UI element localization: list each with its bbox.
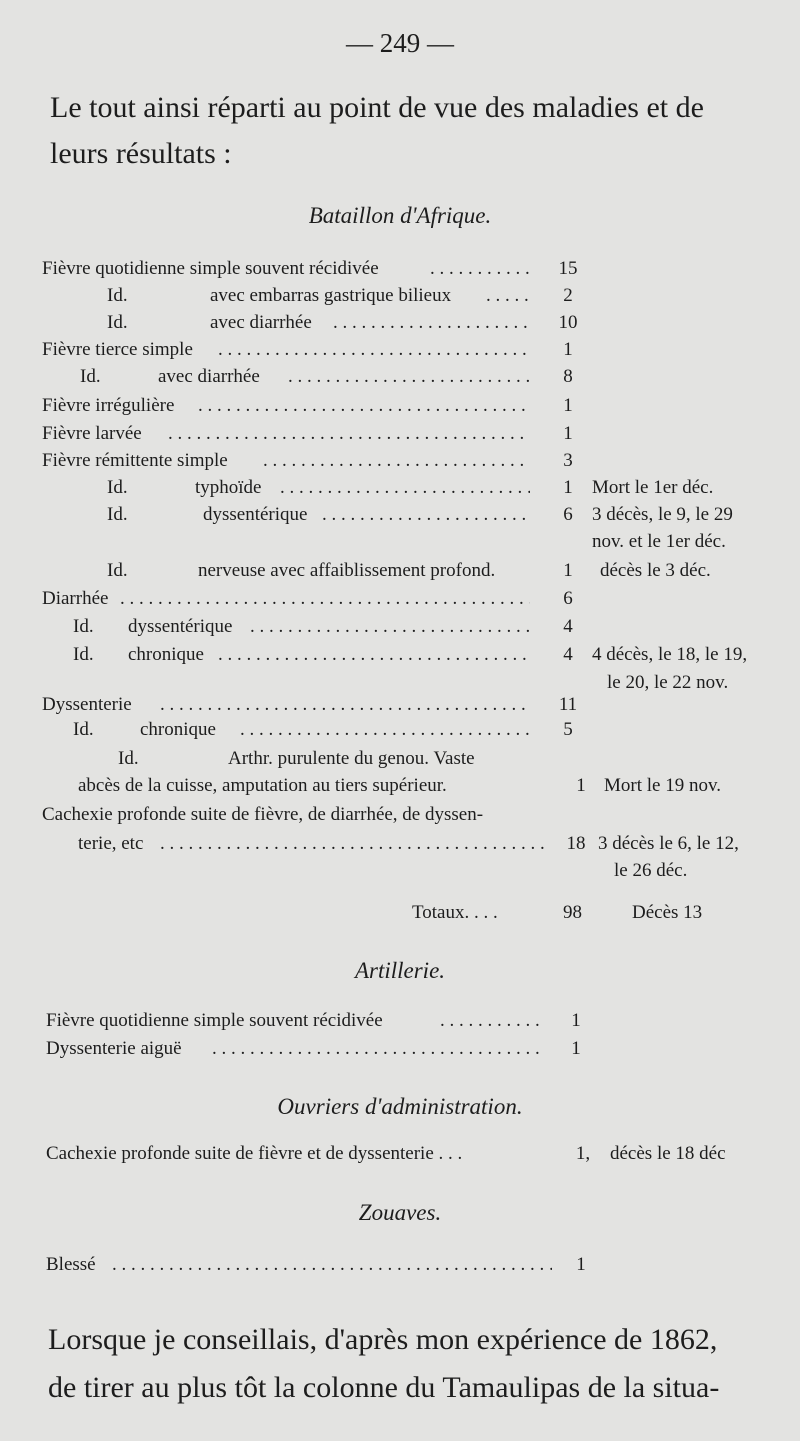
row-count: 1 bbox=[571, 1038, 581, 1059]
row-result: décès le 18 déc bbox=[610, 1143, 726, 1164]
row-label: chronique bbox=[128, 644, 204, 665]
table-row bbox=[0, 746, 800, 772]
section-heading-artillerie: Artillerie. bbox=[354, 958, 446, 983]
row-label: Fièvre tierce simple bbox=[42, 339, 193, 360]
table-row bbox=[0, 558, 800, 584]
row-id: Id. bbox=[107, 477, 128, 498]
totals-label: Totaux. . . . bbox=[412, 902, 498, 923]
totals-result: Décès 13 bbox=[632, 902, 703, 923]
closing-line-1: Lorsque je conseillais, d'après mon expérience de 1862, bbox=[48, 1323, 718, 1356]
table-row bbox=[0, 773, 800, 799]
table-row bbox=[0, 393, 800, 419]
dot-leader bbox=[288, 364, 530, 390]
row-id: Id. bbox=[107, 312, 128, 333]
row-label: Arthr. purulente du genou. Vaste bbox=[228, 748, 475, 769]
row-count: 8 bbox=[563, 366, 573, 387]
table-row bbox=[0, 283, 800, 309]
row-label: Cachexie profonde suite de fièvre, de diarrhée, de dyssen- bbox=[42, 804, 484, 825]
page-number: — 249 — bbox=[346, 28, 454, 58]
table-row bbox=[0, 448, 800, 474]
table-row bbox=[0, 529, 800, 555]
row-label: terie, etc bbox=[78, 833, 144, 854]
row-id: Id. bbox=[73, 719, 94, 740]
dot-leader bbox=[250, 614, 530, 640]
dot-leader bbox=[322, 502, 530, 528]
table-row bbox=[0, 310, 800, 336]
row-label: Dyssenterie aiguë bbox=[46, 1038, 182, 1059]
row-label: Fièvre irrégulière bbox=[42, 395, 175, 416]
row-id: Id. bbox=[73, 644, 94, 665]
row-label: Fièvre quotidienne simple souvent récidivée bbox=[42, 258, 379, 279]
row-result-continuation: le 20, le 22 nov. bbox=[607, 672, 729, 693]
dot-leader bbox=[240, 717, 530, 743]
intro-line-2: leurs résultats : bbox=[50, 137, 232, 170]
row-count: 15 bbox=[558, 258, 578, 279]
table-row bbox=[0, 831, 800, 857]
dot-leader bbox=[218, 337, 530, 363]
totals-row bbox=[0, 900, 800, 926]
row-result-continuation: nov. et le 1er déc. bbox=[592, 531, 726, 552]
row-count: 1 bbox=[563, 477, 573, 498]
row-label: Blessé bbox=[46, 1254, 96, 1275]
row-count: 3 bbox=[563, 450, 573, 471]
row-count: 1 bbox=[571, 1010, 581, 1031]
row-id: Id. bbox=[73, 616, 94, 637]
row-result: décès le 3 déc. bbox=[600, 560, 711, 581]
dot-leader bbox=[280, 475, 530, 501]
closing-line-2: de tirer au plus tôt la colonne du Tamaulipas de la situa- bbox=[48, 1371, 720, 1404]
dot-leader bbox=[168, 421, 530, 447]
row-count: 1 bbox=[563, 560, 573, 581]
row-count: 6 bbox=[563, 588, 573, 609]
row-label: dyssentérique bbox=[203, 504, 308, 525]
dot-leader bbox=[218, 642, 530, 668]
row-result: Mort le 1er déc. bbox=[592, 477, 714, 498]
table-row bbox=[0, 364, 800, 390]
table-row bbox=[0, 642, 800, 668]
table-row bbox=[0, 1008, 800, 1034]
table-row bbox=[0, 802, 800, 828]
section-heading-zouaves: Zouaves. bbox=[358, 1200, 442, 1225]
row-count: 1 bbox=[576, 1254, 586, 1275]
table-row bbox=[0, 337, 800, 363]
table-row bbox=[0, 858, 800, 884]
row-label: Fièvre rémittente simple bbox=[42, 450, 228, 471]
row-count: 1, bbox=[575, 1143, 591, 1164]
row-count: 10 bbox=[558, 312, 578, 333]
row-label: Diarrhée bbox=[42, 588, 109, 609]
row-result: 3 décès le 6, le 12, bbox=[598, 833, 739, 854]
table-row bbox=[0, 421, 800, 447]
row-count: 18 bbox=[566, 833, 586, 854]
dot-leader bbox=[263, 448, 530, 474]
row-count: 1 bbox=[563, 339, 573, 360]
row-label: avec diarrhée bbox=[158, 366, 260, 387]
row-label: Dyssenterie bbox=[42, 694, 132, 715]
row-label: Cachexie profonde suite de fièvre et de dyssenterie . . . bbox=[46, 1143, 463, 1164]
dot-leader bbox=[440, 1008, 540, 1034]
row-label: avec embarras gastrique bilieux bbox=[210, 285, 452, 306]
dot-leader bbox=[212, 1036, 540, 1062]
table-row bbox=[0, 256, 800, 282]
dot-leader bbox=[430, 256, 530, 282]
table-row bbox=[0, 502, 800, 528]
row-label: typhoïde bbox=[195, 477, 262, 498]
dot-leader bbox=[198, 393, 530, 419]
table-row bbox=[0, 1141, 800, 1167]
totals-count: 98 bbox=[563, 902, 582, 923]
row-label: Fièvre quotidienne simple souvent récidivée bbox=[46, 1010, 383, 1031]
row-count: 1 bbox=[576, 775, 586, 796]
row-id: Id. bbox=[107, 285, 128, 306]
table-row bbox=[0, 1036, 800, 1062]
row-count: 1 bbox=[563, 423, 573, 444]
table-row bbox=[0, 717, 800, 743]
section-heading-ouvriers: Ouvriers d'administration. bbox=[277, 1094, 523, 1119]
table-row bbox=[0, 475, 800, 501]
row-label: avec diarrhée bbox=[210, 312, 312, 333]
row-label: abcès de la cuisse, amputation au tiers supérieur. bbox=[78, 775, 447, 796]
table-row bbox=[0, 614, 800, 640]
row-result: Mort le 19 nov. bbox=[604, 775, 721, 796]
dot-leader bbox=[120, 586, 530, 612]
dot-leader bbox=[160, 831, 545, 857]
row-id: Id. bbox=[107, 504, 128, 525]
row-id: Id. bbox=[80, 366, 101, 387]
dot-leader bbox=[160, 692, 530, 718]
table-row bbox=[0, 1252, 800, 1278]
dot-leader bbox=[112, 1252, 552, 1278]
dot-leader bbox=[486, 283, 530, 309]
row-id: Id. bbox=[107, 560, 128, 581]
row-count: 11 bbox=[558, 694, 578, 715]
row-label: Fièvre larvée bbox=[42, 423, 142, 444]
row-label: nerveuse avec affaiblissement profond. bbox=[198, 560, 496, 581]
table-row bbox=[0, 586, 800, 612]
row-count: 1 bbox=[563, 395, 573, 416]
row-id: Id. bbox=[118, 748, 139, 769]
row-result: 4 décès, le 18, le 19, bbox=[592, 644, 748, 665]
section-heading-bataillon: Bataillon d'Afrique. bbox=[308, 203, 492, 228]
dot-leader bbox=[333, 310, 530, 336]
row-count: 4 bbox=[563, 644, 573, 665]
row-result-continuation: le 26 déc. bbox=[614, 860, 688, 881]
row-count: 5 bbox=[563, 719, 573, 740]
row-count: 6 bbox=[563, 504, 573, 525]
row-result: 3 décès, le 9, le 29 bbox=[592, 504, 733, 525]
row-label: chronique bbox=[140, 719, 216, 740]
intro-line-1: Le tout ainsi réparti au point de vue des maladies et de bbox=[50, 91, 704, 124]
row-label: dyssentérique bbox=[128, 616, 233, 637]
table-row bbox=[0, 692, 800, 718]
row-count: 2 bbox=[563, 285, 573, 306]
row-count: 4 bbox=[563, 616, 573, 637]
